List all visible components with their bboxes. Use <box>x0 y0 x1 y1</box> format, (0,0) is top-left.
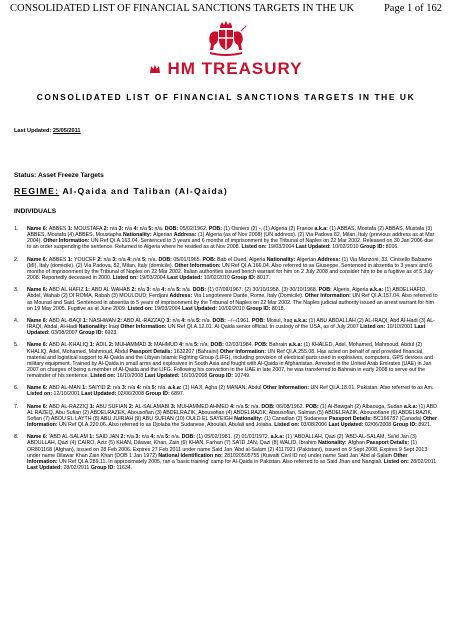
field-label: DOB: <box>192 287 208 294</box>
field-label: 4: <box>136 385 143 392</box>
field-label: Group ID: <box>360 244 386 251</box>
field-value: 8016. <box>385 244 399 251</box>
field-label: Other Information: <box>120 324 168 331</box>
field-label: National Identification no: <box>158 452 225 459</box>
field-value: n/a <box>142 385 152 392</box>
field-value: n/a. <box>202 317 212 324</box>
field-value: (1) Canadian (2) Sudanese <box>264 415 329 422</box>
field-value: ABBES <box>48 226 68 232</box>
field-value: (1) Osniers (2) -, (1) Algeria (2) France <box>223 226 315 232</box>
status-value: Asset Freeze Targets <box>37 172 104 179</box>
field-value: MAHMUD <box>154 342 180 349</box>
field-label: a.k.a: <box>288 342 304 349</box>
field-label: 1: <box>85 287 92 294</box>
field-value: 28/02/2011 <box>410 458 437 465</box>
field-label: Address: <box>169 293 194 300</box>
field-label: 3: <box>121 385 129 392</box>
field-value: UN Ref QI.A.163.04. Sentenced to 3 years and 6 months of imprisonment by the Tribunal of Naples on 22 Mar 2002. Released on 30 Jan 2006 due to an order suspending the sentence. Returned to Algeria where he resided as at Nov 2008. <box>27 238 433 251</box>
field-value: (1) 'ABDALLAH, Qazi (2) 'ABD-AL-SALAM, Sa'id Jan (3) ABDULLAH, Qazi (4) CAIRO, Aziz (5) KHAN, Dilawar, Khan, Zain (6) KHAN, Farhan (7) SA'ID JAN, Qazi (8) WALID, Ibrahim <box>27 434 417 447</box>
field-label: 2: <box>117 317 124 324</box>
field-value: n/a. <box>171 434 181 441</box>
field-value: ABD AL-MAN <box>48 385 83 392</box>
field-label: 1: <box>83 317 90 324</box>
last-updated <box>14 128 81 134</box>
list-item <box>14 434 438 471</box>
field-value: 281020505755 (Kuwaiti Civil ID no) under name Said Jan 'Abd al-Salam <box>224 452 394 459</box>
field-value: n/a. <box>251 403 260 410</box>
field-value: n/a <box>156 434 166 441</box>
field-label: a.k.a: <box>168 385 183 392</box>
field-label: 5: <box>176 287 183 294</box>
field-label: a.k.a: <box>369 287 385 294</box>
field-value: 1632207 (Bahraini) <box>173 348 220 355</box>
field-label: POB: <box>251 317 267 324</box>
entry-number: 3. <box>14 287 19 294</box>
field-label: DOB: <box>164 226 180 232</box>
field-value: 8921. <box>418 422 432 429</box>
field-label: Listed on: <box>127 305 155 312</box>
field-label: 5: <box>245 403 252 410</box>
field-label: 4: <box>150 434 157 441</box>
field-label: POB: <box>208 226 224 232</box>
field-label: Nationality: <box>78 324 109 331</box>
field-label: POB: <box>318 287 334 294</box>
field-label: Passport Details: <box>329 415 374 422</box>
field-label: a.k.a: <box>314 226 330 232</box>
field-label: Other Information: <box>262 385 311 392</box>
field-value: Bab el Oued, Algeria <box>217 256 267 263</box>
field-label: Name 6: <box>27 385 49 392</box>
field-value: ABBES <box>48 256 68 263</box>
field-label: 5: <box>165 434 172 441</box>
field-label: 2: <box>128 403 135 410</box>
last-updated-value: 25/05/2011 <box>52 128 81 134</box>
regime-value: Al-Qaida and Taliban (Al-Qaida) <box>62 186 228 196</box>
field-label: Last Updated: <box>328 422 365 429</box>
field-value: 02/03/1984. <box>225 342 255 349</box>
field-label: Passport Details: <box>129 348 174 355</box>
field-label: 4: <box>127 256 134 263</box>
field-value: 11634. <box>116 465 133 471</box>
field-value: n/a <box>141 434 151 441</box>
field-value: (1) Al-Bawgah (2) Albaouga, Sudan <box>320 403 404 410</box>
field-label: Nationality: <box>123 232 154 239</box>
field-value: Iraqi <box>108 324 121 331</box>
field-value: ABD AL-KHALIQ <box>48 342 90 349</box>
field-label: Group ID: <box>231 275 257 282</box>
field-label: 2: <box>108 342 115 349</box>
field-label: Listed on: <box>274 422 301 429</box>
field-value: (1) Via Manzoni, 33, Cinisello Balsamo (MI), Italy (domicile). (2) Via Padova, 82, Milan, Italy (domicile). <box>27 256 432 269</box>
entry-number: 5. <box>14 342 19 349</box>
field-value: ABD AL-RAZZIQ <box>48 403 90 410</box>
field-value: ABD AL-RAZZAQ <box>123 317 167 324</box>
entry-number: 6. <box>14 385 19 392</box>
field-label: 2: <box>97 256 104 263</box>
field-value: Algerian <box>296 256 318 263</box>
list-item <box>14 404 438 429</box>
field-value: Algeris, Algeria <box>333 287 370 294</box>
field-label: 1: <box>89 342 96 349</box>
field-label: Name 6: <box>27 226 49 232</box>
field-label: POB: <box>254 342 270 349</box>
field-value: Algerian <box>153 232 174 239</box>
field-label: Last Updated: <box>167 275 204 282</box>
field-value: Via Lungotevere Dante, Rome, Italy (Domicile). <box>193 293 305 300</box>
field-label: Nationality: <box>318 440 349 447</box>
field-value: 02/06/2008 <box>364 422 393 429</box>
field-value: n/a. <box>157 385 167 392</box>
field-label: Nationality: <box>266 256 297 263</box>
field-value: n/a. <box>148 256 157 263</box>
field-label: 5: <box>196 317 203 324</box>
field-label: 3: <box>147 342 155 349</box>
list-item <box>14 257 438 282</box>
list-item <box>14 226 438 251</box>
field-value: (1) KHALED, Adel, Mohamed, Mahmoud, Abdul (2) KHALIQ, Adel, Mohamed, Mahmoud, Abdul <box>27 342 423 355</box>
list-item <box>14 287 438 312</box>
field-value: n/a <box>128 385 137 392</box>
field-value: SAID JAN <box>95 434 121 441</box>
field-value: (1) ABD AL RAZEQ, Abu Sufian (2) ABDELRAZEK, Abousofian (3) ABDELRAZIK, Abousofian (4) ABDELRAZIK, Abousofian, Salman (5) ABDELRAZIK, Abousofiane (6) ABDELRAZIK, Sofian (7) ABOU EL LAYTH (8) ABU JUIRIAH (9) ABU SUFIAN (10) OULD EL SAYEIGH <box>27 403 438 422</box>
page-number: Page 1 of 162 <box>383 3 442 14</box>
field-value: UN Ref QI.A.12.01. Al-Qaida senior official. In custody of the USA, as of July 2007 <box>167 324 361 331</box>
field-label: a.k.a: <box>270 434 286 441</box>
field-label: Other Information: <box>43 238 91 245</box>
field-value: 'ABD AL-SALAM <box>48 434 90 441</box>
field-label: 3: <box>166 317 173 324</box>
field-label: 1: <box>67 226 74 232</box>
field-value: (1) OR801168 (Afghan), issued on 28 Feb 2006. Expires 27 Feb 2011 under name Said Jan 'Abd al-Salam (2) 4117921 (Pakistani), issued on 9 Sept 2008, Expires 9 Sept 2013 under name Dilawar Khan Zain Khan (DOB 1 Jan 1972) <box>27 440 428 459</box>
field-label: 3: <box>170 403 178 410</box>
field-value: ABD AL HAFIZ <box>48 287 86 294</box>
field-value: 10749. <box>234 373 251 380</box>
field-value: (1) ABDELHAFID, Abdel, Wahab (2) DI ROMA, Rabah (3) MOULOUD, Ferdjani <box>27 287 427 300</box>
field-value: Mosul, Iraq <box>266 317 294 324</box>
field-value: n/a. <box>154 226 164 232</box>
field-value: 02/06/2008 <box>117 391 146 398</box>
field-label: 3: <box>146 287 153 294</box>
field-value: n/a <box>133 256 143 263</box>
document-heading: CONSOLIDATED LIST OF FINANCIAL SANCTIONS TARGETS IN THE UK <box>36 92 416 102</box>
field-label: 4: <box>179 342 186 349</box>
field-value: n/a <box>113 385 122 392</box>
crown-mark-icon <box>149 63 161 75</box>
field-label: Name 6: <box>27 403 49 410</box>
field-label: Name 6: <box>27 342 49 349</box>
field-label: Last Updated: <box>27 324 426 337</box>
field-label: 2: <box>131 287 138 294</box>
entry-number: 8. <box>14 434 19 441</box>
field-value: UN Ref QI.A.289.11. In approximately 2005, ran a 'basic training' camp for Al-Qaida in Pakistan. Also referred to as Said Jhan and Nangiali. <box>59 458 384 465</box>
field-value: 8018. <box>271 305 285 312</box>
field-value: 28/02/2011 <box>63 465 91 471</box>
field-value: n/a <box>172 317 182 324</box>
field-value: BC166787 (Canada) <box>373 415 423 422</box>
field-label: 2: <box>106 385 114 392</box>
field-label: 4: <box>181 317 188 324</box>
field-value: 10/02/2010 <box>332 244 360 251</box>
field-value: n/a <box>109 226 119 232</box>
field-label: Other Information: <box>219 348 268 355</box>
field-value: (1) 05/02/1981. (2) 01/01/1972. <box>196 434 271 441</box>
field-value: 16/10/2008 <box>116 373 145 380</box>
field-label: Passport Details: <box>366 440 411 447</box>
field-label: 1: <box>82 385 89 392</box>
field-value: UN Ref QI.A.220.06. Also referred to as Djolaba the Sudanese, Aboulali, Abulali and Jolaba. <box>59 422 275 429</box>
field-label: POB: <box>305 403 321 410</box>
field-label: Nationality: <box>234 415 265 422</box>
field-label: 1: <box>67 256 74 263</box>
field-value: 05/01/1965. <box>173 256 203 263</box>
field-value: ADIL <box>95 342 109 349</box>
field-label: Group ID: <box>208 373 235 380</box>
field-label: 4: <box>133 226 140 232</box>
field-value: 06/08/1962. <box>276 403 306 410</box>
field-value: n/a <box>139 226 149 232</box>
field-value: MOUSTAFA <box>74 226 104 232</box>
field-label: POB: <box>202 256 218 263</box>
field-label: Other Information: <box>27 452 408 465</box>
field-label: Last Updated: <box>144 373 182 380</box>
field-value: n/a <box>126 434 136 441</box>
field-label: DOB: <box>158 256 174 263</box>
field-value: (1) HAJI, Agha (2) MANAN, Abdul <box>182 385 263 392</box>
field-label: Name 6: <box>27 287 49 294</box>
field-label: Other Information: <box>174 262 223 269</box>
list-item <box>14 385 438 397</box>
field-label: DOB: <box>181 434 197 441</box>
section-heading-individuals: INDIVIDUALS <box>14 208 57 215</box>
field-label: Group ID: <box>145 391 172 398</box>
brand-name: HM TREASURY <box>167 59 303 78</box>
page-header <box>10 3 442 15</box>
field-label: Listed on: <box>27 391 54 398</box>
field-label: Name 6: <box>27 434 49 441</box>
field-value: n/a <box>185 342 195 349</box>
field-label: Last Updated: <box>295 244 333 251</box>
field-value: n/a <box>167 287 177 294</box>
field-label: 3: <box>135 434 142 441</box>
last-updated-label: Last Updated: <box>14 128 52 134</box>
field-value: 16/10/2008 <box>181 373 209 380</box>
field-label: Address: <box>173 232 199 239</box>
field-label: Last Updated: <box>81 391 118 398</box>
entry-number: 7. <box>14 403 19 410</box>
field-label: Group ID: <box>90 465 117 471</box>
field-label: 4: <box>161 287 168 294</box>
entry-number: 2. <box>14 256 19 263</box>
field-value: --/--/1961. <box>227 317 252 324</box>
field-label: Listed on: <box>112 275 140 282</box>
field-label: Listed on: <box>241 244 269 251</box>
brand-logo <box>0 59 452 79</box>
list-item <box>14 318 438 336</box>
field-value: 19/03/2004 <box>154 305 182 312</box>
field-label: Listed on: <box>360 324 387 331</box>
field-value: 12/10/2001 <box>53 391 82 398</box>
field-label: 1: <box>89 434 96 441</box>
field-label: 5: <box>148 226 155 232</box>
field-label: Other Information: <box>304 293 353 300</box>
field-label: 2: <box>120 434 127 441</box>
field-value: (1) 07/09/1967. (2) 30/10/1958. (3) 30/10/1968. <box>207 287 319 294</box>
field-value: n/a. <box>182 287 192 294</box>
field-value: NASHWAN <box>89 317 118 324</box>
field-value: n/a <box>103 256 113 263</box>
field-value: MUHAMMED AHMED <box>177 403 231 410</box>
field-value: 19/03/2004 <box>268 244 296 251</box>
royal-coat-of-arms-icon <box>202 20 250 56</box>
status-label: Status: <box>14 172 37 179</box>
field-value: 19/03/2004 <box>139 275 168 282</box>
field-value: Bahrain <box>269 342 289 349</box>
field-value: 6923. <box>104 330 118 337</box>
field-label: DOB: <box>210 342 226 349</box>
field-label: 5: <box>151 385 158 392</box>
field-label: 1: <box>89 403 96 410</box>
field-value: n/a <box>124 226 134 232</box>
running-title: CONSOLIDATED LIST OF FINANCIAL SANCTIONS TARGETS IN THE UK <box>10 3 355 14</box>
regime-label: REGIME: <box>14 186 60 196</box>
field-value: 03/08/2007 <box>51 330 79 337</box>
field-label: Listed on: <box>383 458 411 465</box>
field-label: 4: <box>230 403 237 410</box>
field-value: ABD AL WAHAB <box>91 287 132 294</box>
field-label: Group ID: <box>392 422 419 429</box>
field-value: (1) ABU ABDALLAH (2) AL-IRAQI, Abd Al-Hadi (3) AL-IRAQI, Abdal, Al-Hadi <box>27 317 435 331</box>
field-label: Listed on: <box>90 373 117 380</box>
list-item <box>14 342 438 379</box>
field-label: 5: <box>194 342 201 349</box>
field-value: 10/02/2010 <box>218 305 247 312</box>
field-label: Other Information: <box>27 415 437 429</box>
field-label: DOB: <box>261 403 277 410</box>
field-value: n/a <box>236 403 246 410</box>
entry-number: 4. <box>14 317 19 324</box>
field-value: n/a. <box>200 342 209 349</box>
field-value: 05/02/1962. <box>179 226 209 232</box>
field-value: UN Ref QI.A.18.01. Pakistan. Also referred to as Am. <box>310 385 434 392</box>
field-label: Group ID: <box>78 330 105 337</box>
field-value: n/a <box>152 287 162 294</box>
field-label: DOB: <box>212 317 228 324</box>
field-label: 2: <box>103 226 110 232</box>
field-label: Last Updated: <box>27 465 64 471</box>
field-value: UN Ref QI.A.157.04. Also referred to as Mourad and Said. Sentenced in absentia to 5 years of imprisonment by the Tribunal of Naples on 22 Mar 2002. The Naples judicial authority issued an arrest warrant for him on 19 May 2005. Fugitive as at June 2009. <box>27 293 438 312</box>
field-label: Address: <box>317 256 342 263</box>
field-value: UN Ref QI.A.255.08. Has acted on behalf of and provided financial, material and logistical support to Al-Qaida and the Libyan Islamic Fighting Group (LIFG), including provision of electrical parts used in explosives, computers, GPS devices and military equipment. Trained by Al-Qaida in small arms and explosives in South Asia and fought with Al-Qaida in Afghanistan. Arrested in the United Arab Emirates (UAE) in Jan 2007 on charges of being a member of Al-Qaida and the LIFG. Following his conviction in the UAE in late 2007, he was transferred to Bahrain in early 2008 to serve out the remainder of his sentence. <box>27 348 433 380</box>
field-label: 3: <box>112 256 119 263</box>
field-value: YOUCEF <box>74 256 98 263</box>
field-label: Name 6: <box>27 317 49 324</box>
field-value: 03/08/2006 <box>300 422 329 429</box>
field-value: ABU SUFIAN <box>95 403 129 410</box>
field-label: Name 6: <box>27 256 49 263</box>
field-value: 10/10/2001 <box>386 324 415 331</box>
regime-heading <box>14 186 228 196</box>
field-value: (1) Algeria (as of Nov 2008) (UN address). (2) Via Padova 82, Milan, Italy (previous address as at Mar 2004). <box>27 232 435 245</box>
field-value: n/a <box>187 317 197 324</box>
field-label: Group ID: <box>246 305 272 312</box>
field-label: 5: <box>142 256 149 263</box>
field-value: n/a <box>118 256 128 263</box>
field-value: 8017. <box>256 275 271 282</box>
field-value: AL-SALAMABI <box>134 403 171 410</box>
entry-list <box>14 226 438 477</box>
field-value: ABD AL-BAQI <box>48 317 84 324</box>
field-label: Last Updated: <box>181 305 219 312</box>
field-value: (1) ABBAS, Mostafa (2) ABBAS, Mustafa (3) ABBES, Mostafa (4) ABBES, Moustapha <box>27 226 433 239</box>
entry-number: 1. <box>14 226 19 232</box>
field-value: MUHAMMAD <box>114 342 148 349</box>
field-value: SAIYID <box>88 385 107 392</box>
status-line <box>14 172 104 179</box>
field-value: n/a <box>137 287 147 294</box>
field-label: 3: <box>118 226 125 232</box>
field-value: 6897. <box>171 391 185 398</box>
field-label: a.k.a: <box>293 317 309 324</box>
field-value: Afghan <box>348 440 367 447</box>
field-value: UN Ref QI.A.166.04. Also referred to as Giuseppe. Sentenced in absentia to 3 years and 6 months of imprisonment by the Tribunal of Naples on 22 Mar 2002. Italian authorities issued bench warrant for him on 2 July 2008 and consider him to be a fugitive as of 5 July 2008. Reportedly deceased in 2000. <box>27 262 433 282</box>
field-value: 10/02/2010 <box>203 275 232 282</box>
field-label: a.k.a: <box>403 403 419 410</box>
